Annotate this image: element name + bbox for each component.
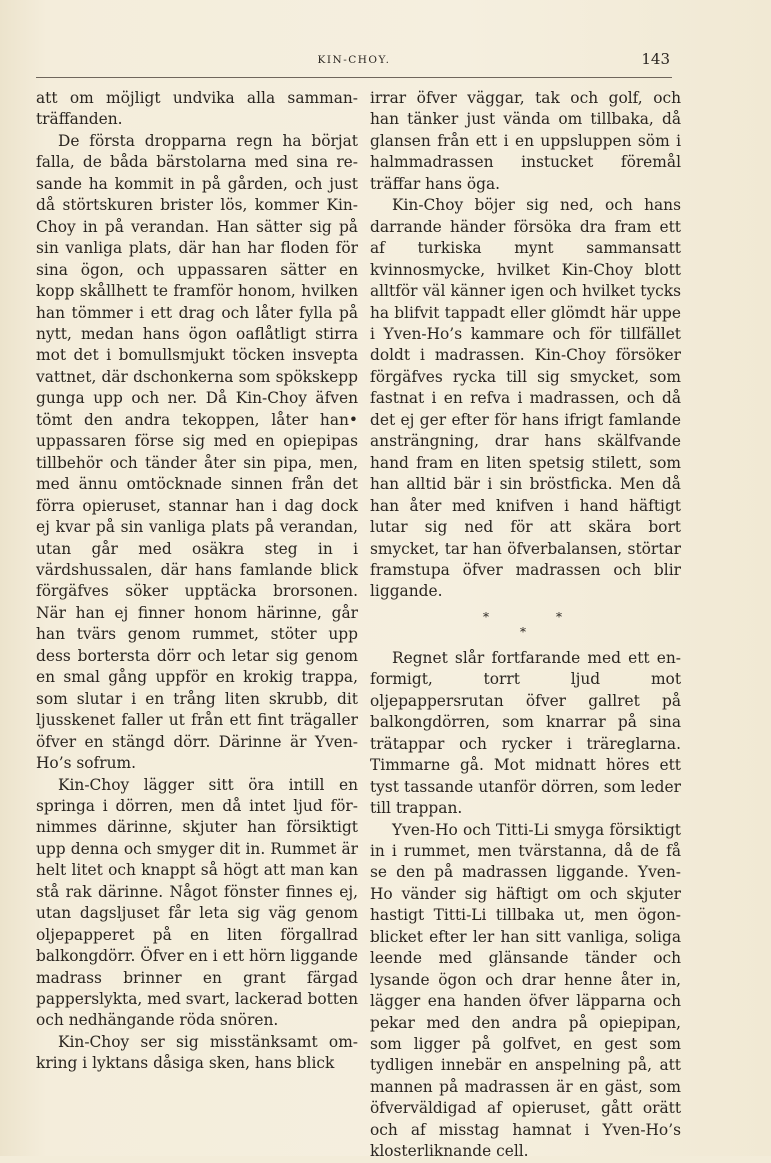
page-header bbox=[36, 50, 672, 72]
paragraph: Kin-Choy ser sig misstänksamt omkring i lyktans dåsiga sken, hans blick bbox=[36, 1032, 358, 1073]
paragraph: Yven-Ho och Titti-Li smyga försiktigt in i rummet, men tvärstanna, då de få se den på madrassen liggande. Yven-Ho vänder sig häftigt om och skjuter hastigt Titti-Li tillbaka ut, men ögonblicket efter ler han sitt vanliga, soliga leende med glänsande tänder och lysande ögon och drar henne åter in, lägger ena handen öfver läpparna och pekar med den andra på opiepipan, som ligger på golfvet, en gest som tydligen innebär en anspelning på, att mannen på madrassen är en gäst, som öfverväldigad af opieruset, gått orätt och af misstag hamnat i Yven-Ho’s klosterliknande cell. bbox=[370, 820, 681, 1161]
section-break bbox=[370, 603, 681, 648]
paragraph: Kin-Choy lägger sitt öra intill en springa i dörren, men då intet ljud förnimmes därinne, skjuter han försiktigt upp denna och smyger dit in. Rummet är helt litet och knappt så högt att man kan stå rak därinne. Något fönster finnes ej, utan dagsljuset får leta sig väg genom oljepapperet på en liten förgallrad balkongdörr. Öfver en i ett hörn liggande madrass brinner en grant färgad papperslykta, med svart, lackerad botten och nedhängande röda snören. bbox=[36, 775, 358, 1030]
paragraph: De första dropparna regn ha börjat falla, de båda bärstolarna med sina resande ha kommit in på gården, och just då störtskuren brister lös, kommer Kin-Choy in på verandan. Han sätter sig på sin vanliga plats, där han har floden för sina ögon, och uppassaren sätter en kopp skållhett te framför honom, hvilken han tömmer i ett drag och låter fylla på nytt, medan hans ögon oaflåtligt stirra mot det i bomullsmjukt töcken insvepta vattnet, där dschonkerna som spökskepp gunga upp och ner. Då Kin-Choy äfven tömt den andra tekoppen, låter han• uppassaren förse sig med en opiepipas tillbehör och tänder åter sin pipa, men, med ännu omtöcknade sinnen från det förra opieruset, stannar han i dag dock ej kvar på sin vanliga plats på verandan, utan går med osäkra steg in i värdshussalen, där hans famlande blick förgäfves söker upptäcka brorsonen. När han ej finner honom härinne, går han tvärs genom rummet, stöter upp dess bortersta dörr och letar sig genom en smal gång uppför en krokig trappa, som slutar i en trång liten skrubb, dit ljusskenet faller ut från ett fint trägaller öfver en stängd dörr. Därinne är Yven-Ho’s sofrum. bbox=[36, 131, 358, 773]
paragraph: irrar öfver väggar, tak och golf, och han tänker just vända om tillbaka, då glansen från ett i en uppsluppen söm i halmmadrassen instucket föremål träffar hans öga. bbox=[370, 89, 681, 193]
asterism-star: * bbox=[520, 624, 526, 639]
paragraph: Kin-Choy böjer sig ned, och hans darrande händer försöka dra fram ett af turkiska mynt sammansatt kvinnosmycke, hvilket Kin-Choy blott alltför väl känner igen och hvilket tycks ha blifvit tappadt eller glömdt här uppe i Yven-Ho’s kammare och för tillfället doldt i madrassen. Kin-Choy försöker förgäfves rycka till sig smycket, som fastnat i en refva i madrassen, och då det ej ger efter för hans ifrigt famlande ansträngning, drar hans skälfvande hand fram en liten spetsig stilett, som han alltid bär i sin bröstficka. Men då han åter med knifven i hand häftigt lutar sig ned för att skära bort smycket, tar han öfverbalansen, störtar framstupa öfver madrassen och blir liggande. bbox=[370, 196, 681, 601]
running-title: KIN-CHOY. bbox=[317, 54, 391, 66]
left-column bbox=[36, 88, 358, 1075]
right-column bbox=[370, 88, 681, 1163]
header-rule bbox=[36, 77, 672, 78]
paragraph: Regnet slår fortfarande med ett enformigt, torrt ljud mot oljepappersrutan öfver gallret på balkongdörren, som knarrar på sina trätappar och rycker i träreglarna. Timmarne gå. Mot midnatt höres ett tyst tassande utanför dörren, som leder till trappan. bbox=[370, 648, 681, 818]
asterism-star: * bbox=[556, 609, 562, 624]
asterism-star: * bbox=[483, 609, 489, 624]
page-number: 143 bbox=[641, 50, 670, 68]
paragraph: att om möjligt undvika alla sammanträffanden. bbox=[36, 89, 358, 129]
